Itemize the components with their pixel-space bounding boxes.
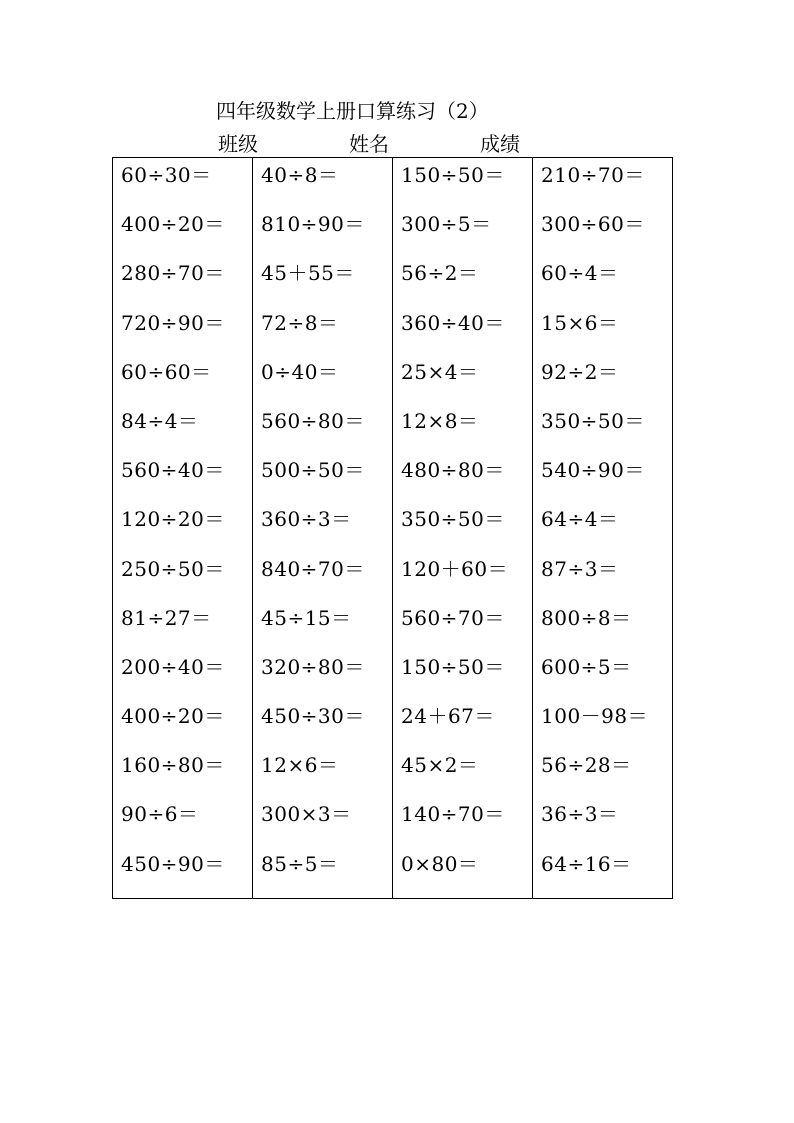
problem-item: 45×2＝ (401, 753, 479, 778)
problem-item: 810÷90＝ (261, 212, 365, 237)
problem-item: 280÷70＝ (121, 261, 225, 286)
problem-item: 320÷80＝ (261, 654, 365, 679)
problem-item: 540÷90＝ (541, 458, 645, 483)
problem-item: 25×4＝ (401, 359, 479, 384)
problem-item: 350÷50＝ (401, 507, 505, 532)
problem-item: 560÷40＝ (121, 458, 225, 483)
worksheet-title: 四年级数学上册口算练习（2） (216, 99, 489, 123)
problem-item: 60÷60＝ (121, 359, 212, 384)
problem-item: 120÷20＝ (121, 507, 225, 532)
problem-item: 12×6＝ (261, 753, 339, 778)
problem-column-4 (533, 158, 673, 899)
problem-item: 500÷50＝ (261, 458, 365, 483)
problem-item: 12×8＝ (401, 408, 479, 433)
problem-item: 120＋60＝ (401, 556, 509, 581)
problem-item: 87÷3＝ (541, 556, 619, 581)
problem-item: 56÷2＝ (401, 261, 479, 286)
problem-item: 560÷70＝ (401, 605, 505, 630)
problem-item: 450÷90＝ (121, 851, 225, 876)
problem-item: 350÷50＝ (541, 408, 645, 433)
problem-column-2 (253, 158, 393, 899)
problem-item: 90÷6＝ (121, 802, 199, 827)
problem-item: 600÷5＝ (541, 654, 632, 679)
name-label: 姓名 (349, 132, 389, 156)
problem-item: 72÷8＝ (261, 310, 339, 335)
problem-item: 450÷30＝ (261, 704, 365, 729)
problem-item: 24＋67＝ (401, 704, 495, 729)
problem-item: 140÷70＝ (401, 802, 505, 827)
problem-item: 840÷70＝ (261, 556, 365, 581)
problem-item: 84÷4＝ (121, 408, 199, 433)
problem-item: 300÷5＝ (401, 212, 492, 237)
problem-column-3 (393, 158, 533, 899)
problem-item: 360÷3＝ (261, 507, 352, 532)
problem-item: 36÷3＝ (541, 802, 619, 827)
problem-item: 160÷80＝ (121, 753, 225, 778)
problem-item: 60÷30＝ (121, 163, 212, 187)
problem-item: 300×3＝ (261, 802, 352, 827)
score-label: 成绩 (480, 132, 520, 156)
problem-item: 560÷80＝ (261, 408, 365, 433)
problem-item: 56÷28＝ (541, 753, 632, 778)
problem-item: 400÷20＝ (121, 704, 225, 729)
problem-item: 60÷4＝ (541, 261, 619, 286)
problem-item: 45＋55＝ (261, 261, 355, 286)
problem-item: 300÷60＝ (541, 212, 645, 237)
problem-item: 40÷8＝ (261, 163, 339, 187)
problem-grid (112, 157, 673, 899)
problem-item: 64÷4＝ (541, 507, 619, 532)
problem-item: 400÷20＝ (121, 212, 225, 237)
problem-item: 100－98＝ (541, 704, 649, 729)
problem-item: 480÷80＝ (401, 458, 505, 483)
problem-column-1 (113, 158, 253, 899)
problem-item: 360÷40＝ (401, 310, 505, 335)
problem-item: 92÷2＝ (541, 359, 619, 384)
problem-item: 720÷90＝ (121, 310, 225, 335)
problem-grid-row (113, 158, 673, 899)
problem-item: 210÷70＝ (541, 163, 645, 187)
problem-item: 15×6＝ (541, 310, 619, 335)
problem-item: 85÷5＝ (261, 851, 339, 876)
problem-item: 81÷27＝ (121, 605, 212, 630)
problem-item: 64÷16＝ (541, 851, 632, 876)
class-label: 班级 (218, 132, 258, 156)
problem-item: 200÷40＝ (121, 654, 225, 679)
problem-item: 150÷50＝ (401, 654, 505, 679)
problem-item: 0×80＝ (401, 851, 479, 876)
problem-item: 45÷15＝ (261, 605, 352, 630)
problem-item: 150÷50＝ (401, 163, 505, 187)
problem-item: 0÷40＝ (261, 359, 339, 384)
problem-item: 250÷50＝ (121, 556, 225, 581)
problem-item: 800÷8＝ (541, 605, 632, 630)
